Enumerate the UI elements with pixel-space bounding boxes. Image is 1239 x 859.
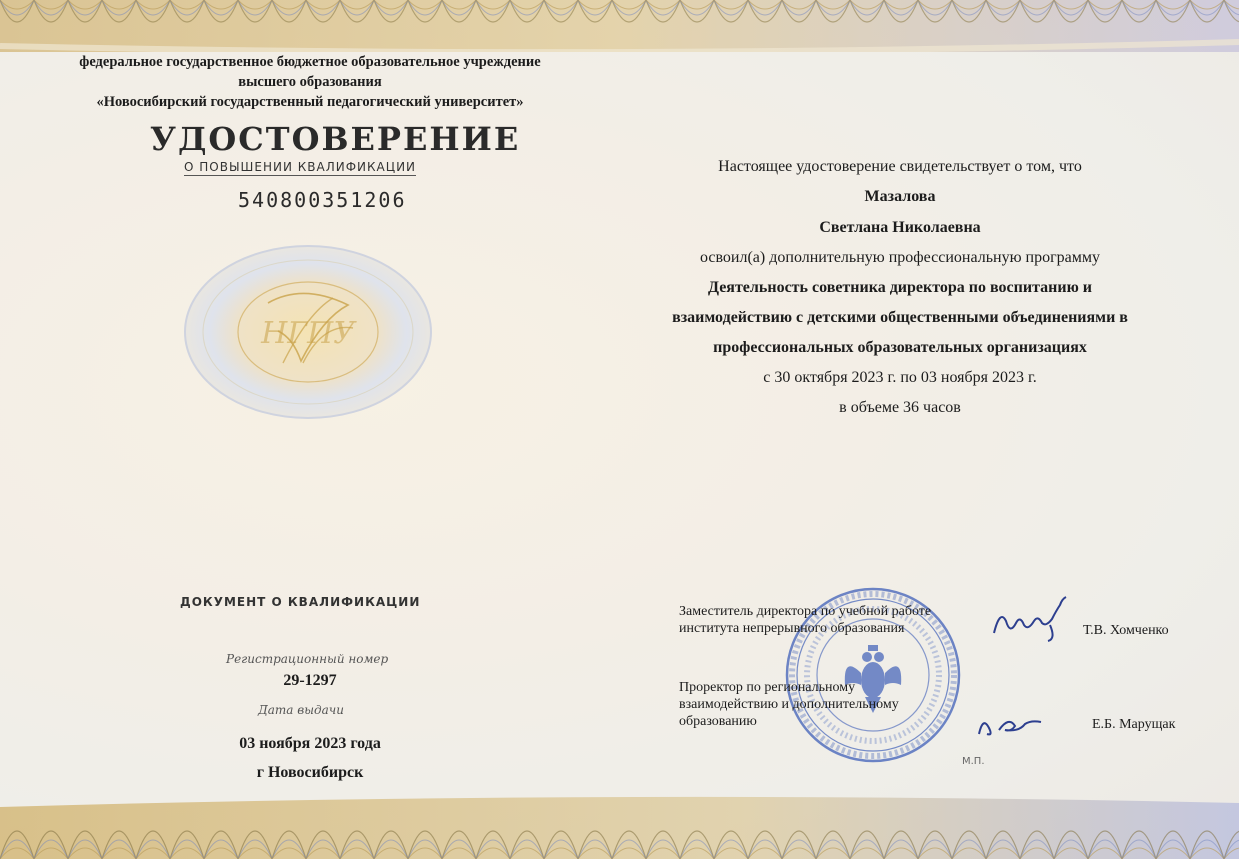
signatory2-position-line1: Проректор по региональному — [679, 680, 856, 695]
serial-number: 540800351206 — [238, 188, 407, 212]
reg-number-label: Регистрационный номер — [226, 652, 389, 666]
certificate-title: УДОСТОВЕРЕНИЕ — [150, 120, 521, 158]
signatory1-name: Т.В. Хомченко — [1083, 623, 1169, 638]
stamp-place-label: М.П. — [962, 756, 985, 767]
svg-text:НГПУ: НГПУ — [261, 316, 355, 351]
holder-surname: Мазалова — [864, 188, 936, 205]
issue-date: 03 ноября 2023 года — [239, 735, 381, 752]
issue-date-label: Дата выдачи — [258, 703, 344, 717]
signatory2-position — [679, 679, 899, 730]
mastered-text: освоил(а) дополнительную профессиональную программу — [699, 249, 1100, 266]
study-volume: в объеме 36 часов — [839, 399, 961, 416]
reg-number: 29-1297 — [283, 672, 337, 689]
signatory2-position-line2: взаимодействию и дополнительному — [679, 697, 899, 712]
institution-line1: федеральное государственное бюджетное образовательное учреждение — [79, 54, 541, 70]
institution-name — [40, 52, 580, 112]
signature1-image — [990, 595, 1075, 643]
signatory1-position-line2: института непрерывного образования — [679, 621, 905, 636]
intro-text: Настоящее удостоверение свидетельствует о том, что — [718, 158, 1082, 175]
guilloche-border-bottom — [0, 789, 1239, 859]
program-line3: профессиональных образовательных организациях — [713, 339, 1087, 356]
signatory1-position — [679, 603, 931, 637]
study-period: с 30 октября 2023 г. по 03 ноября 2023 г. — [763, 369, 1037, 386]
program-line1: Деятельность советника директора по воспитанию и — [707, 279, 1093, 296]
holder-name: Светлана Николаевна — [819, 219, 981, 236]
certificate-subtitle: О ПОВЫШЕНИИ КВАЛИФИКАЦИИ — [184, 160, 417, 174]
guilloche-border-top — [0, 0, 1239, 52]
university-emblem — [183, 243, 433, 421]
signatory2-position-line3: образованию — [679, 714, 757, 729]
qualification-heading: ДОКУМЕНТ О КВАЛИФИКАЦИИ — [180, 595, 421, 609]
signature2-image — [975, 708, 1045, 740]
signatory2-name: Е.Б. Марущак — [1092, 717, 1176, 732]
issue-city: г Новосибирск — [256, 764, 364, 781]
program-line2: взаимодействию с детскими общественными объединениями в — [672, 309, 1128, 326]
institution-line3: «Новосибирский государственный педагогический университет» — [96, 94, 524, 110]
signatory1-position-line1: Заместитель директора по учебной работе — [679, 604, 932, 619]
institution-line2: высшего образования — [238, 74, 382, 90]
